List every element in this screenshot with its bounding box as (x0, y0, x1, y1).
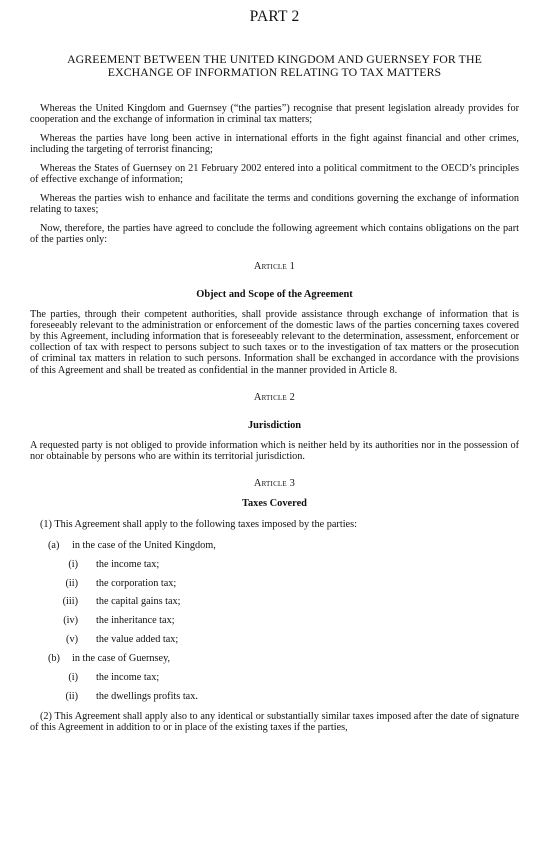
article-3-label: Article 3 (253, 477, 296, 489)
guernsey-tax-item (30, 691, 519, 710)
article-1-heading: Object and Scope of the Agreement (196, 289, 353, 301)
item-a-letter: (a) (48, 539, 60, 551)
article-2 (30, 392, 519, 462)
article-1 (30, 261, 519, 376)
agreement-title-line2: EXCHANGE OF INFORMATION RELATING TO TAX MATTERS (107, 64, 442, 79)
uk-tax-item-number: (iv) (63, 615, 78, 627)
preamble (30, 103, 519, 245)
article-1-label: Article 1 (253, 261, 296, 273)
item-b-text: in the case of Guernsey, (72, 653, 171, 665)
guernsey-tax-item-number: (i) (68, 672, 78, 684)
article-3-para-1 (30, 519, 519, 540)
article-2-label: Article 2 (253, 391, 296, 403)
article-3-item-b (30, 653, 519, 672)
guernsey-tax-item-number: (ii) (65, 690, 78, 702)
article-3 (30, 478, 519, 733)
preamble-paragraph-2: Whereas the parties have long been active in international efforts in the fight against financial and other crimes, including the targeting of terrorist financing; (30, 132, 519, 156)
uk-tax-item-text: the inheritance tax; (96, 615, 175, 627)
uk-tax-item-number: (v) (66, 634, 78, 646)
guernsey-tax-item-text: the dwellings profits tax. (96, 690, 198, 702)
uk-tax-item-text: the income tax; (96, 558, 160, 570)
preamble-paragraph-1: Whereas the United Kingdom and Guernsey (“the parties”) recognise that present legislation already provides for cooperation and the exchange of information in criminal tax matters; (30, 103, 519, 126)
guernsey-tax-item-text: the income tax; (96, 672, 160, 684)
article-3-heading: Taxes Covered (242, 497, 307, 509)
uk-tax-item-number: (i) (68, 558, 78, 570)
agreement-title-line1: AGREEMENT BETWEEN THE UNITED KINGDOM AND GUERNSEY FOR THE (67, 52, 482, 66)
article-3-item-a (30, 540, 519, 559)
uk-tax-item-text: the value added tax; (96, 634, 179, 646)
article-3-para-2: (2) This Agreement shall apply also to any identical or substantially similar taxes imposed after the date of signature of this Agreement in addition to or in place of the existing taxes if the parties, (30, 710, 519, 733)
item-a-text: in the case of the United Kingdom, (72, 539, 216, 551)
preamble-paragraph-3: Whereas the States of Guernsey on 21 February 2002 entered into a political commitment to the OECD’s principles of effective exchange of information; (30, 162, 519, 186)
uk-tax-item-text: the corporation tax; (96, 577, 177, 589)
part-title: PART 2 (249, 8, 300, 25)
uk-tax-item (30, 559, 519, 578)
agreement-title (30, 53, 519, 78)
uk-tax-item (30, 578, 519, 597)
guernsey-tax-item (30, 672, 519, 691)
preamble-paragraph-5: Now, therefore, the parties have agreed to conclude the following agreement which contains obligations on the part of the parties only: (30, 222, 519, 245)
article-2-heading: Jurisdiction (247, 419, 302, 431)
article-1-text: The parties, through their competent authorities, shall provide assistance through exchange of information that is foreseeably relevant to the administration or enforcement of the domestic laws of the parties concerning taxes covered by this Agreement, including information that is foreseeably relevant to the determination, assessment, enforcement or collection of tax with respect to persons subject to such taxes or to the investigation of tax matters or the prosecution of criminal tax matters in relation to such persons. Information shall be exchanged in accordance with the provisions of this Agreement and shall be treated as confidential in the manner provided in Article 8. (30, 309, 519, 376)
uk-tax-item-number: (ii) (65, 577, 78, 589)
uk-tax-item-text: the capital gains tax; (96, 596, 181, 608)
uk-tax-item (30, 634, 519, 653)
uk-tax-item-number: (iii) (62, 596, 78, 608)
preamble-paragraph-4: Whereas the parties wish to enhance and facilitate the terms and conditions governing the exchange of information relating to taxes; (30, 192, 519, 215)
uk-tax-item (30, 615, 519, 634)
item-b-letter: (b) (48, 653, 60, 665)
uk-tax-item (30, 596, 519, 615)
article-2-text: A requested party is not obliged to provide information which is neither held by its authorities nor in the possession of nor obtainable by persons who are within its territorial jurisdiction. (30, 439, 519, 462)
article-3-para-1-text: (1) This Agreement shall apply to the following taxes imposed by the parties: (40, 518, 357, 530)
document-page (30, 8, 519, 838)
